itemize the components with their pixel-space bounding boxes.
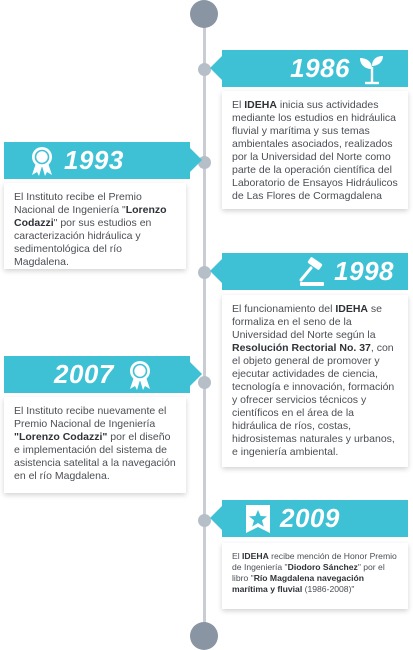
entry-card-2007: El Instituto recibe nuevamente el Premio Nacional de Ingeniería "Lorenzo Codazzi" por el diseño e implementación del sistema de asistencia satelital a la navegación en el río Magdalena. <box>4 397 186 493</box>
sprout-icon <box>356 53 388 85</box>
year-label: 1998 <box>334 256 394 286</box>
year-header-1998 <box>222 253 408 290</box>
year-label: 2007 <box>54 359 114 389</box>
year-header-1993 <box>4 142 190 179</box>
gavel-icon <box>296 256 328 288</box>
year-header-2009 <box>222 500 408 537</box>
entry-card-2009: El IDEHA recibe mención de Honor Premio de Ingeniería "Diodoro Sánchez" por el libro "Río Magdalena navegación marítima y fluvial (1986-2008)" <box>222 543 408 609</box>
year-header-1986 <box>222 50 408 87</box>
timeline-end-dot <box>190 622 218 650</box>
year-label: 2009 <box>280 503 340 533</box>
award-ribbon-icon <box>26 145 58 177</box>
timeline-start-dot <box>190 0 218 28</box>
year-label: 1986 <box>290 53 350 83</box>
entry-card-1998: El funcionamiento del IDEHA se formaliza en el seno de la Universidad del Norte según la Resolución Rectorial No. 37, con el objeto general de promover y ejecutar actividades de ciencia, tecnología e innovación, formación y ofrecer servicios técnicos y científicos en el área de la hidráulica de ríos, costas, hidrosistemas naturales y urbanos, e ingeniería ambiental. <box>222 295 408 467</box>
entry-card-1993: El Instituto recibe el Premio Nacional de Ingeniería "Lorenzo Codazzi" por sus estudios en caracterización hidráulica y sedimentológica del río Magdalena. <box>4 183 186 269</box>
award-ribbon-icon <box>124 359 156 391</box>
timeline-spine <box>203 10 206 638</box>
year-label: 1993 <box>64 145 124 175</box>
star-badge-icon <box>242 503 274 535</box>
year-header-2007 <box>4 356 190 393</box>
entry-card-1986: El IDEHA inicia sus actividades mediante los estudios en hidráulica fluvial y marítima y sus temas ambientales asociados, realizados por la Universidad del Norte como parte de la operación científica del Laboratorio de Ensayos Hidráulicos de Las Flores de Cormagdalena <box>222 91 408 209</box>
